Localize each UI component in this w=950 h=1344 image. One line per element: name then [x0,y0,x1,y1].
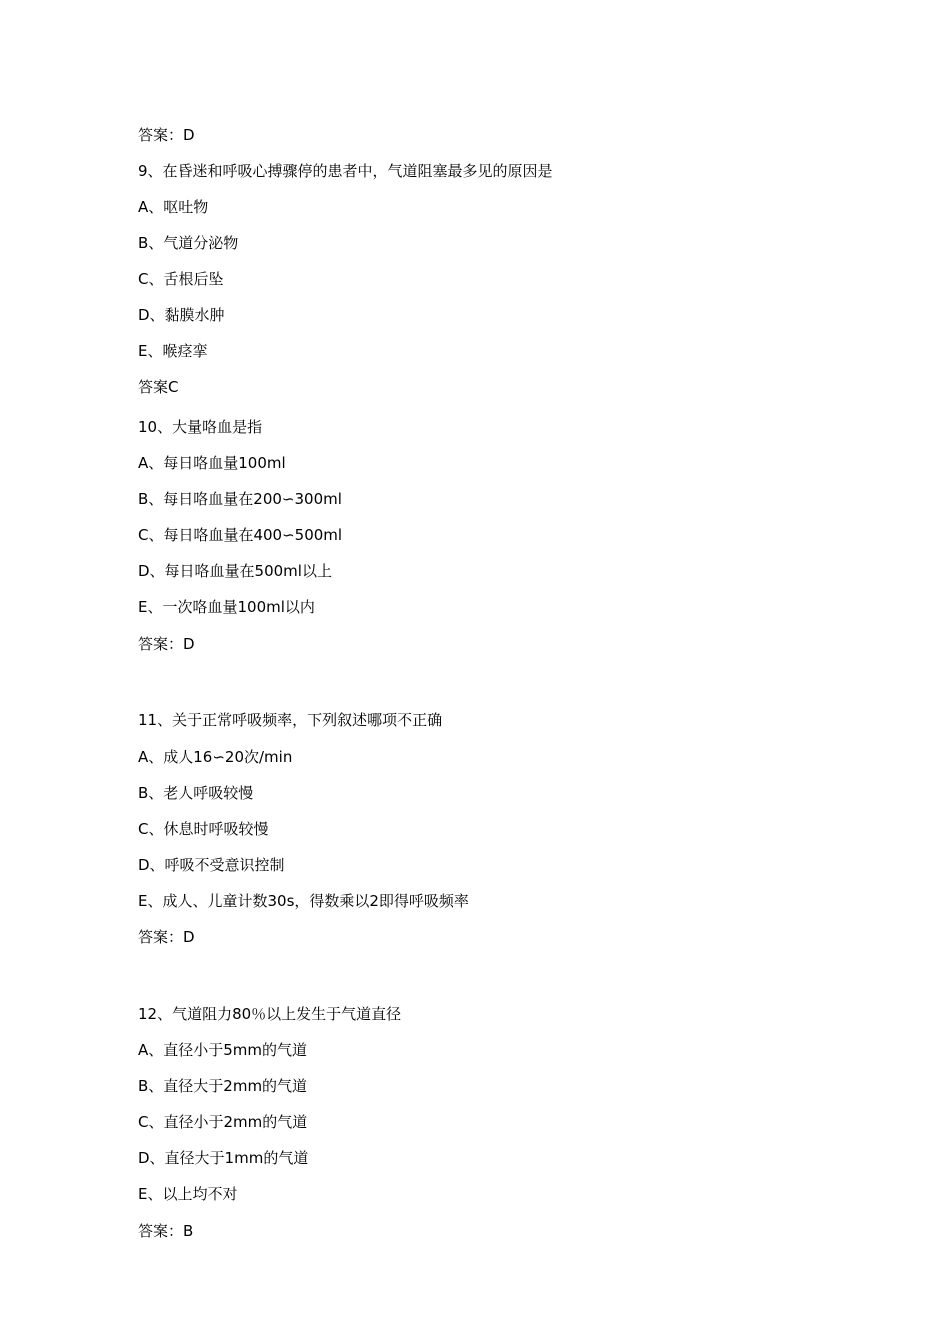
question-10: 10、大量咯血是指 [138,418,263,436]
q9-option-b: B、气道分泌物 [138,234,239,252]
q12-option-e: E、以上均不对 [138,1185,238,1203]
q12-option-d: D、直径大于1mm的气道 [138,1149,309,1167]
q10-option-b: B、每日咯血量在200∽300ml [138,490,342,508]
q10-option-d: D、每日咯血量在500ml以上 [138,562,332,580]
question-11: 11、关于正常呼吸频率，下列叙述哪项不正确 [138,711,443,729]
q9-option-e: E、喉痉挛 [138,342,208,360]
q12-option-a: A、直径小于5mm的气道 [138,1041,308,1059]
question-12: 12、气道阻力80％以上发生于气道直径 [138,1005,402,1023]
q10-option-a: A、每日咯血量100ml [138,454,286,472]
q9-option-a: A、呕吐物 [138,198,209,216]
q11-option-d: D、呼吸不受意识控制 [138,856,285,874]
answer-9: 答案C [138,378,179,396]
answer-11: 答案：D [138,928,195,946]
q11-option-b: B、老人呼吸较慢 [138,784,254,802]
answer-8: 答案：D [138,126,195,144]
q10-option-c: C、每日咯血量在400∽500ml [138,526,343,544]
question-9: 9、在昏迷和呼吸心搏骤停的患者中，气道阻塞最多见的原因是 [138,162,553,180]
q9-option-d: D、黏膜水肿 [138,306,225,324]
answer-10: 答案：D [138,635,195,653]
q12-option-b: B、直径大于2mm的气道 [138,1077,308,1095]
q11-option-e: E、成人、儿童计数30s，得数乘以2即得呼吸频率 [138,892,469,910]
answer-12: 答案：B [138,1222,194,1240]
q11-option-c: C、休息时呼吸较慢 [138,820,269,838]
q12-option-c: C、直径小于2mm的气道 [138,1113,308,1131]
q10-option-e: E、一次咯血量100ml以内 [138,598,315,616]
q9-option-c: C、舌根后坠 [138,270,224,288]
q11-option-a: A、成人16∽20次/min [138,748,293,766]
